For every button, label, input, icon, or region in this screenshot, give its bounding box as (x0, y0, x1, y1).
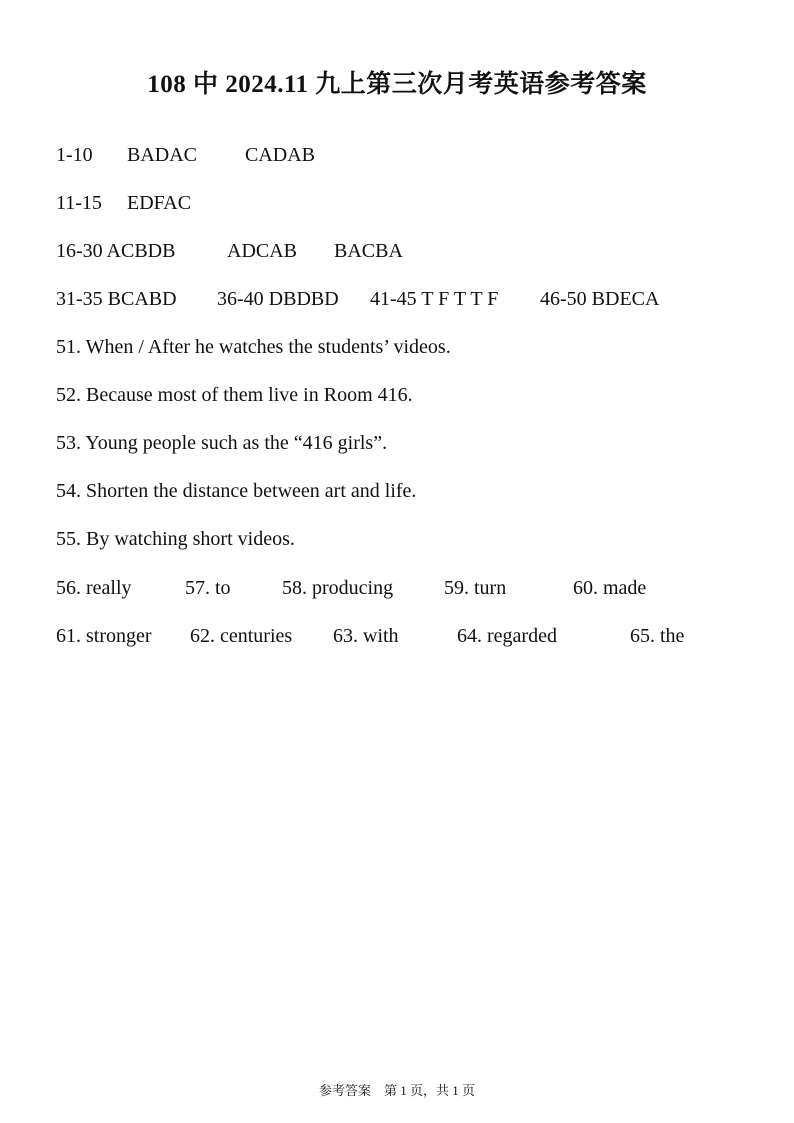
answer-item: 56. really (56, 577, 132, 599)
answer-group: 31-35 BCABD (56, 288, 177, 310)
answer-52: 52. Because most of them live in Room 416. (56, 384, 413, 406)
answer-item: 57. to (185, 577, 231, 599)
answer-51: 51. When / After he watches the students’ videos. (56, 336, 451, 358)
answer-group: 41-45 T F T T F (370, 288, 499, 310)
page-title: 108 中 2024.11 九上第三次月考英语参考答案 (147, 71, 647, 98)
answer-group: 46-50 BDECA (540, 288, 660, 310)
row-label: 16-30 ACBDB (56, 240, 176, 262)
answer-item: 65. the (630, 625, 685, 647)
answer-item: 58. producing (282, 577, 394, 599)
answer-55: 55. By watching short videos. (56, 528, 295, 550)
answer-item: 60. made (573, 577, 647, 599)
answer-group: ADCAB (227, 240, 298, 262)
row-label: 1-10 (56, 144, 93, 166)
answer-53: 53. Young people such as the “416 girls”. (56, 432, 388, 454)
answer-item: 63. with (333, 625, 399, 647)
row-label: 11-15 (56, 192, 102, 214)
answer-item: 61. stronger (56, 625, 152, 647)
answer-54: 54. Shorten the distance between art and life. (56, 480, 417, 502)
answer-group: BACBA (334, 240, 403, 262)
answer-item: 64. regarded (457, 625, 557, 647)
answer-item: 59. turn (444, 577, 507, 599)
answer-group: EDFAC (127, 192, 192, 214)
page-footer: 参考答案 第 1 页，共 1 页 (318, 1083, 475, 1098)
answer-item: 62. centuries (190, 625, 293, 647)
answer-group: CADAB (245, 144, 316, 166)
answer-group: BADAC (127, 144, 198, 166)
answer-group: 36-40 DBDBD (217, 288, 339, 310)
